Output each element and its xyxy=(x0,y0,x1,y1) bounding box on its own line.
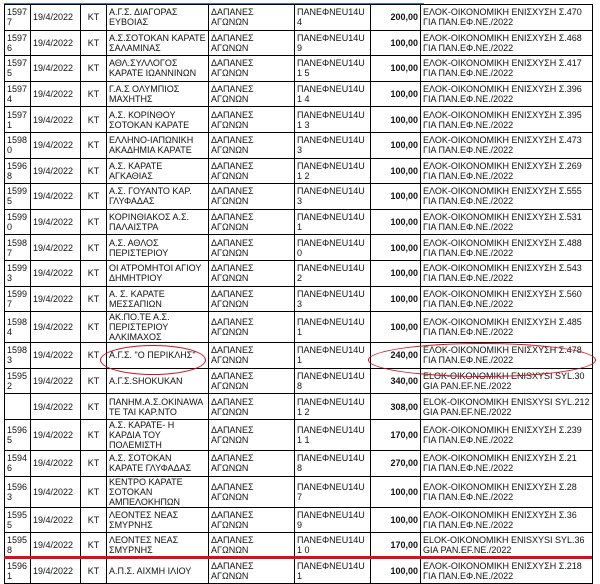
entry-date: 19/4/2022 xyxy=(31,209,81,235)
entry-description: ΕΛΟΚ-ΟΙΚΟΝΟΜΙΚΗ ΕΝΙΣΧΥΣΗ Σ.470 ΓΙΑ ΠΑΝ.ΕΦ.ΝΕ./2022 xyxy=(421,5,593,31)
entry-description: ΕΛΟΚ-ΟΙΚΟΝΟΜΙΚΗ ΕΝΙΣΧΥΣΗ Σ.36 ΓΙΑ ΠΑΝ.ΕΦ.ΝΕ./2022 xyxy=(421,507,593,533)
entry-type: ΚΤ xyxy=(81,394,107,420)
entry-id: 15965 xyxy=(5,419,31,450)
entry-type: ΚΤ xyxy=(81,81,107,107)
table-row xyxy=(5,533,593,559)
entry-id: 15995 xyxy=(5,184,31,210)
entry-id: 15963 xyxy=(5,476,31,507)
annotation-circle-club xyxy=(100,345,206,375)
table-row xyxy=(5,184,593,210)
entry-amount: 100,00 xyxy=(371,107,421,133)
bottom-red-rule xyxy=(4,556,592,559)
entry-club: Α.Γ.Σ. "Ο ΠΕΡΙΚΛΗΣ" xyxy=(107,343,209,369)
entry-club: ΠΑΝΗΜ.Α.Σ.ΟΚΙΝΑWA ΤΕ ΤΑΙ ΚΑΡ.ΝΤΟ xyxy=(107,394,209,420)
entry-account-code: ΠΑΝΕΦΝΕU14U7 xyxy=(295,476,371,507)
entry-account-code: ΠΑΝΕΦΝΕU14U1 2 xyxy=(295,394,371,420)
entry-date: 19/4/2022 xyxy=(31,5,81,31)
entry-amount: 270,00 xyxy=(371,450,421,476)
entry-club: Α.Γ.Σ.SHOKUKAN xyxy=(107,368,209,394)
entry-date: 19/4/2022 xyxy=(31,184,81,210)
entry-description: ΕΛΟΚ-ΟΙΚΟΝΟΜΙΚΗ ΕΝΙΣΧΥΣΗ Σ.396 ΓΙΑ ΠΑΝ.ΕΦ.ΝΕ./2022 xyxy=(421,81,593,107)
entry-description: ELOK-OIKONOMIKH ENISXYSI SYL.30 GIA PAN.EF.NE./2022 xyxy=(421,368,593,394)
entry-date: 19/4/2022 xyxy=(31,312,81,343)
table-row xyxy=(5,286,593,312)
entry-amount: 100,00 xyxy=(371,235,421,261)
entry-description: ΕΛΟΚ-ΟΙΚΟΝΟΜΙΚΗ ΕΝΙΣΧΥΣΗ Σ.218 ΓΙΑ ΠΑΝ.ΕΦ.ΝΕ./2022 xyxy=(421,558,593,584)
entry-expense: ΔΑΠΑΝΕΣ ΑΓΩΝΩΝ xyxy=(209,56,295,82)
entry-id: 15955 xyxy=(5,507,31,533)
entry-expense: ΔΑΠΑΝΕΣ ΑΓΩΝΩΝ xyxy=(209,394,295,420)
entry-expense: ΔΑΠΑΝΕΣ ΑΓΩΝΩΝ xyxy=(209,158,295,184)
entry-description: ΕΛΟΚ-ΟΙΚΟΝΟΜΙΚΗ ΕΝΙΣΧΥΣΗ Σ.239 ΓΙΑ ΠΑΝ.ΕΦ.ΝΕ./2022 xyxy=(421,419,593,450)
entry-account-code: ΠΑΝΕΦΝΕU14U1 xyxy=(295,558,371,584)
entry-date: 19/4/2022 xyxy=(31,132,81,158)
entry-club: Α.Σ. ΚΑΡΑΤΕ ΑΓΚΑΘΙΑΣ xyxy=(107,158,209,184)
entry-expense: ΔΑΠΑΝΕΣ ΑΓΩΝΩΝ xyxy=(209,184,295,210)
entry-description: ELOK-OIKONOMIKH ENISXYSI SYL.212 GIA PAN.EF.NE./2022 xyxy=(421,394,593,420)
entry-type: ΚΤ xyxy=(81,260,107,286)
entry-amount: 240,00 xyxy=(371,343,421,369)
entry-account-code: ΠΑΝΕΦΝΕU14U3 xyxy=(295,286,371,312)
table-row xyxy=(5,235,593,261)
entry-type: ΚΤ xyxy=(81,312,107,343)
entry-amount: 100,00 xyxy=(371,476,421,507)
entry-expense: ΔΑΠΑΝΕΣ ΑΓΩΝΩΝ xyxy=(209,419,295,450)
entry-date: 19/4/2022 xyxy=(31,30,81,56)
entry-expense: ΔΑΠΑΝΕΣ ΑΓΩΝΩΝ xyxy=(209,343,295,369)
entry-club: ΟΙ ΑΤΡΟΜΗΤΟΙ ΑΓΙΟΥ ΔΗΜΗΤΡΙΟΥ xyxy=(107,260,209,286)
entry-account-code: ΠΑΝΕΦΝΕU14U8 xyxy=(295,368,371,394)
entry-club: Γ.Α.Σ ΟΛΥΜΠΙΟΣ ΜΑΧΗΤΗΣ xyxy=(107,81,209,107)
entry-expense: ΔΑΠΑΝΕΣ ΑΓΩΝΩΝ xyxy=(209,312,295,343)
entry-description: ΕΛΟΚ-ΟΙΚΟΝΟΜΙΚΗ ΕΝΙΣΧΥΣΗ Σ.485 ΓΙΑ ΠΑΝ.ΕΦ.ΝΕ./2022 xyxy=(421,312,593,343)
entry-expense: ΔΑΠΑΝΕΣ ΑΓΩΝΩΝ xyxy=(209,5,295,31)
entry-expense: ΔΑΠΑΝΕΣ ΑΓΩΝΩΝ xyxy=(209,533,295,559)
entry-amount: 100,00 xyxy=(371,260,421,286)
table-row xyxy=(5,30,593,56)
entry-description: ΕΛΟΚ-ΟΙΚΟΝΟΜΙΚΗ ΕΝΙΣΧΥΣΗ Σ.555 ΓΙΑ ΠΑΝ.ΕΦ.ΝΕ./2022 xyxy=(421,184,593,210)
table-row xyxy=(5,107,593,133)
entry-description: ΕΛΟΚ-ΟΙΚΟΝΟΜΙΚΗ ΕΝΙΣΧΥΣΗ Σ.473 ΓΙΑ ΠΑΝ.ΕΦ.ΝΕ./2022 xyxy=(421,132,593,158)
entry-account-code: ΠΑΝΕΦΝΕU14U2 xyxy=(295,260,371,286)
entry-amount: 100,00 xyxy=(371,132,421,158)
entry-account-code: ΠΑΝΕΦΝΕU14U4 xyxy=(295,5,371,31)
entry-account-code: ΠΑΝΕΦΝΕU14U1 5 xyxy=(295,56,371,82)
entry-type: ΚΤ xyxy=(81,558,107,584)
table-row xyxy=(5,132,593,158)
entry-account-code: ΠΑΝΕΦΝΕU14U8 xyxy=(295,450,371,476)
table-row xyxy=(5,476,593,507)
entry-date: 19/4/2022 xyxy=(31,158,81,184)
entry-id: 15952 xyxy=(5,368,31,394)
entry-description: ΕΛΟΚ-ΟΙΚΟΝΟΜΙΚΗ ΕΝΙΣΧΥΣΗ Σ.269 ΓΙΑ ΠΑΝ.ΕΦ.ΝΕ./2022 xyxy=(421,158,593,184)
entry-id: 15975 xyxy=(5,56,31,82)
entry-description: ΕΛΟΚ-ΟΙΚΟΝΟΜΙΚΗ ΕΝΙΣΧΥΣΗ Σ.488 ΓΙΑ ΠΑΝ.ΕΦ.ΝΕ./2022 xyxy=(421,235,593,261)
table-row xyxy=(5,209,593,235)
entry-description: ΕΛΟΚ-ΟΙΚΟΝΟΜΙΚΗ ΕΝΙΣΧΥΣΗ Σ.417 ΓΙΑ ΠΑΝ.ΕΦ.ΝΕ./2022 xyxy=(421,56,593,82)
entry-expense: ΔΑΠΑΝΕΣ ΑΓΩΝΩΝ xyxy=(209,132,295,158)
entry-type: ΚΤ xyxy=(81,450,107,476)
table-row xyxy=(5,5,593,31)
entry-id: 15997 xyxy=(5,286,31,312)
entry-id: 15976 xyxy=(5,30,31,56)
entry-expense: ΔΑΠΑΝΕΣ ΑΓΩΝΩΝ xyxy=(209,476,295,507)
entry-account-code: ΠΑΝΕΦΝΕU14U9 xyxy=(295,507,371,533)
entry-date: 19/4/2022 xyxy=(31,419,81,450)
entry-amount: 340,00 xyxy=(371,368,421,394)
entry-id: 15990 xyxy=(5,209,31,235)
entry-amount: 170,00 xyxy=(371,533,421,559)
entry-account-code: ΠΑΝΕΦΝΕU14U1 2 xyxy=(295,158,371,184)
entry-id: 15984 xyxy=(5,312,31,343)
entry-date: 19/4/2022 xyxy=(31,343,81,369)
entry-amount: 100,00 xyxy=(371,286,421,312)
entry-expense: ΔΑΠΑΝΕΣ ΑΓΩΝΩΝ xyxy=(209,260,295,286)
entry-account-code: ΠΑΝΕΦΝΕU14U1 3 xyxy=(295,107,371,133)
entry-expense: ΔΑΠΑΝΕΣ ΑΓΩΝΩΝ xyxy=(209,107,295,133)
entry-account-code: ΠΑΝΕΦΝΕU14U3 xyxy=(295,132,371,158)
entry-id: 15974 xyxy=(5,81,31,107)
entry-type: ΚΤ xyxy=(81,419,107,450)
entry-account-code: ΠΑΝΕΦΝΕU14U3 xyxy=(295,184,371,210)
entry-type: ΚΤ xyxy=(81,30,107,56)
entry-account-code: ΠΑΝΕΦΝΕU14U1 1 xyxy=(295,419,371,450)
annotation-circle-amount xyxy=(368,343,596,377)
entry-date: 19/4/2022 xyxy=(31,394,81,420)
entry-date: 19/4/2022 xyxy=(31,450,81,476)
entry-account-code: ΠΑΝΕΦΝΕU14U1 xyxy=(295,209,371,235)
entry-description: ΕΛΟΚ-ΟΙΚΟΝΟΜΙΚΗ ΕΝΙΣΧΥΣΗ Σ.543 ΓΙΑ ΠΑΝ.ΕΦ.ΝΕ./2022 xyxy=(421,260,593,286)
entry-description: ΕΛΟΚ-ΟΙΚΟΝΟΜΙΚΗ ΕΝΙΣΧΥΣΗ Σ.531 ΓΙΑ ΠΑΝ.ΕΦ.ΝΕ./2022 xyxy=(421,209,593,235)
entry-type: ΚΤ xyxy=(81,209,107,235)
entry-club: Α.Σ. ΚΑΡΑΤΕ- Η ΚΑΡΔΙΑ ΤΟΥ ΠΟΛΕΜΙΣΤΗ xyxy=(107,419,209,450)
entry-date: 19/4/2022 xyxy=(31,368,81,394)
entry-account-code: ΠΑΝΕΦΝΕU14U1 xyxy=(295,343,371,369)
entry-date: 19/4/2022 xyxy=(31,56,81,82)
entry-type: ΚΤ xyxy=(81,286,107,312)
entry-description: ΕΛΟΚ-ΟΙΚΟΝΟΜΙΚΗ ΕΝΙΣΧΥΣΗ Σ.28 ΓΙΑ ΠΑΝ.ΕΦ.ΝΕ./2022 xyxy=(421,476,593,507)
entry-expense: ΔΑΠΑΝΕΣ ΑΓΩΝΩΝ xyxy=(209,235,295,261)
entry-club: Α.Σ. ΑΘΛΟΣ ΠΕΡΙΣΤΕΡΙΟΥ xyxy=(107,235,209,261)
entry-amount: 308,00 xyxy=(371,394,421,420)
entry-description: ΕΛΟΚ-ΟΙΚΟΝΟΜΙΚΗ ΕΝΙΣΧΥΣΗ Σ.478 ΓΙΑ ΠΑΝ.ΕΦ.ΝΕ./2022 xyxy=(421,343,593,369)
entry-id: 15983 xyxy=(5,343,31,369)
entry-expense: ΔΑΠΑΝΕΣ ΑΓΩΝΩΝ xyxy=(209,368,295,394)
table-row xyxy=(5,81,593,107)
entry-amount: 100,00 xyxy=(371,56,421,82)
table-row xyxy=(5,158,593,184)
entry-club: Α. Σ. ΚΑΡΑΤΕ ΜΕΣΣΑΠΙΩΝ xyxy=(107,286,209,312)
entry-id: 15977 xyxy=(5,5,31,31)
entry-amount: 100,00 xyxy=(371,558,421,584)
entry-type: ΚΤ xyxy=(81,343,107,369)
entry-date: 19/4/2022 xyxy=(31,558,81,584)
entry-amount: 100,00 xyxy=(371,209,421,235)
payments-table xyxy=(4,4,593,584)
entry-type: ΚΤ xyxy=(81,368,107,394)
table-row xyxy=(5,558,593,584)
entry-club: ΚΟΡΙΝΘΙΑΚΟΣ Α.Σ. ΠΑΛΑΙΣΤΡΑ xyxy=(107,209,209,235)
table-row xyxy=(5,394,593,420)
entry-type: ΚΤ xyxy=(81,235,107,261)
entry-type: ΚΤ xyxy=(81,476,107,507)
entry-description: ΕΛΟΚ-ΟΙΚΟΝΟΜΙΚΗ ΕΝΙΣΧΥΣΗ Σ.395 ΓΙΑ ΠΑΝ.ΕΦ.ΝΕ./2022 xyxy=(421,107,593,133)
entry-type: ΚΤ xyxy=(81,507,107,533)
entry-type: ΚΤ xyxy=(81,184,107,210)
entry-date: 19/4/2022 xyxy=(31,235,81,261)
entry-club: ΚΕΝΤΡΟ ΚΑΡΑΤΕ ΣΟΤΟΚΑΝ ΑΜΠΕΛΟΚΗΠΩΝ xyxy=(107,476,209,507)
entry-id: 15980 xyxy=(5,132,31,158)
entry-club: Α.Γ.Σ. ΔΙΑΓΟΡΑΣ ΕΥΒΟΙΑΣ xyxy=(107,5,209,31)
table-row xyxy=(5,312,593,343)
entry-club: Α.Σ.ΣΟΤΟΚΑΝ ΚΑΡΑΤΕ ΣΑΛΑΜΙΝΑΣ xyxy=(107,30,209,56)
entry-expense: ΔΑΠΑΝΕΣ ΑΓΩΝΩΝ xyxy=(209,450,295,476)
entry-amount: 200,00 xyxy=(371,5,421,31)
entry-id: 15968 xyxy=(5,158,31,184)
entry-amount: 100,00 xyxy=(371,184,421,210)
entry-id: 15961 xyxy=(5,558,31,584)
entry-club: ΛΕΟΝΤΕΣ ΝΕΑΣ ΣΜΥΡΝΗΣ xyxy=(107,507,209,533)
entry-club: ΑΘΛ.ΣΥΛΛΟΓΟΣ ΚΑΡΑΤΕ ΙΩΑΝΝΙΝΩΝ xyxy=(107,56,209,82)
entry-amount: 100,00 xyxy=(371,312,421,343)
table-row xyxy=(5,260,593,286)
entry-amount: 170,00 xyxy=(371,419,421,450)
entry-date: 19/4/2022 xyxy=(31,260,81,286)
entry-id: 15993 xyxy=(5,260,31,286)
entry-type: ΚΤ xyxy=(81,158,107,184)
entry-date: 19/4/2022 xyxy=(31,107,81,133)
entry-id: 15971 xyxy=(5,107,31,133)
entry-club: Α.Π.Σ. ΑΙΧΜΗ ΙΛΙΟΥ xyxy=(107,558,209,584)
entry-description: ΕΛΟΚ-ΟΙΚΟΝΟΜΙΚΗ ΕΝΙΣΧΥΣΗ Σ.21 ΓΙΑ ΠΑΝ.ΕΦ.ΝΕ./2022 xyxy=(421,450,593,476)
entry-club: Α.Σ. ΣΟΤΟΚΑΝ ΚΑΡΑΤΕ ΓΛΥΦΑΔΑΣ xyxy=(107,450,209,476)
entry-club: ΑΚ.ΠΟ.ΤΕ Α.Σ. ΠΕΡΙΣΤΕΡΙΟΥ ΑΛΚΙΜΑΧΟΣ xyxy=(107,312,209,343)
table-row xyxy=(5,507,593,533)
entry-expense: ΔΑΠΑΝΕΣ ΑΓΩΝΩΝ xyxy=(209,30,295,56)
entry-amount: 100,00 xyxy=(371,30,421,56)
entry-type: ΚΤ xyxy=(81,132,107,158)
entry-expense: ΔΑΠΑΝΕΣ ΑΓΩΝΩΝ xyxy=(209,81,295,107)
entry-type: ΚΤ xyxy=(81,533,107,559)
entry-id: 15946 xyxy=(5,450,31,476)
entry-amount: 100,00 xyxy=(371,507,421,533)
entry-account-code: ΠΑΝΕΦΝΕU14U1 xyxy=(295,312,371,343)
entry-type: ΚΤ xyxy=(81,5,107,31)
entry-id: 15958 xyxy=(5,533,31,559)
entry-expense: ΔΑΠΑΝΕΣ ΑΓΩΝΩΝ xyxy=(209,286,295,312)
table-row xyxy=(5,419,593,450)
entry-expense: ΔΑΠΑΝΕΣ ΑΓΩΝΩΝ xyxy=(209,209,295,235)
entry-club: ΕΛΛΗΝΟ-ΙΑΠΩΝΙΚΗ ΑΚΑΔΗΜΙΑ ΚΑΡΑΤΕ xyxy=(107,132,209,158)
entry-account-code: ΠΑΝΕΦΝΕU14U1 0 xyxy=(295,533,371,559)
entry-club: ΛΕΟΝΤΕΣ ΝΕΑΣ ΣΜΥΡΝΗΣ xyxy=(107,533,209,559)
entry-id xyxy=(5,394,31,420)
table-row xyxy=(5,450,593,476)
entry-type: ΚΤ xyxy=(81,107,107,133)
entry-date: 19/4/2022 xyxy=(31,81,81,107)
entry-date: 19/4/2022 xyxy=(31,533,81,559)
entry-expense: ΔΑΠΑΝΕΣ ΑΓΩΝΩΝ xyxy=(209,558,295,584)
entry-type: ΚΤ xyxy=(81,56,107,82)
entry-date: 19/4/2022 xyxy=(31,286,81,312)
entry-description: ELOK-OIKONOMIKH ENISXYSI SYL.36 GIA PAN.EF.NE./2022 xyxy=(421,533,593,559)
entry-account-code: ΠΑΝΕΦΝΕU14U1 4 xyxy=(295,81,371,107)
entry-account-code: ΠΑΝΕΦΝΕU14U0 xyxy=(295,235,371,261)
entry-amount: 100,00 xyxy=(371,81,421,107)
table-row xyxy=(5,56,593,82)
entry-description: ΕΛΟΚ-ΟΙΚΟΝΟΜΙΚΗ ΕΝΙΣΧΥΣΗ Σ.468 ΓΙΑ ΠΑΝ.ΕΦ.ΝΕ./2022 xyxy=(421,30,593,56)
entry-club: Α.Σ. ΓΟΥΑΝΤΟ ΚΑΡ. ΓΛΥΦΑΔΑΣ xyxy=(107,184,209,210)
entry-account-code: ΠΑΝΕΦΝΕU14U9 xyxy=(295,30,371,56)
entry-club: Α.Σ. ΚΟΡΙΝΘΟΥ ΣΟΤΟΚΑΝ ΚΑΡΑΤΕ xyxy=(107,107,209,133)
entry-description: ΕΛΟΚ-ΟΙΚΟΝΟΜΙΚΗ ΕΝΙΣΧΥΣΗ Σ.560 ΓΙΑ ΠΑΝ.ΕΦ.ΝΕ./2022 xyxy=(421,286,593,312)
entry-date: 19/4/2022 xyxy=(31,507,81,533)
entry-id: 15987 xyxy=(5,235,31,261)
entry-expense: ΔΑΠΑΝΕΣ ΑΓΩΝΩΝ xyxy=(209,507,295,533)
entry-date: 19/4/2022 xyxy=(31,476,81,507)
entry-amount: 100,00 xyxy=(371,158,421,184)
